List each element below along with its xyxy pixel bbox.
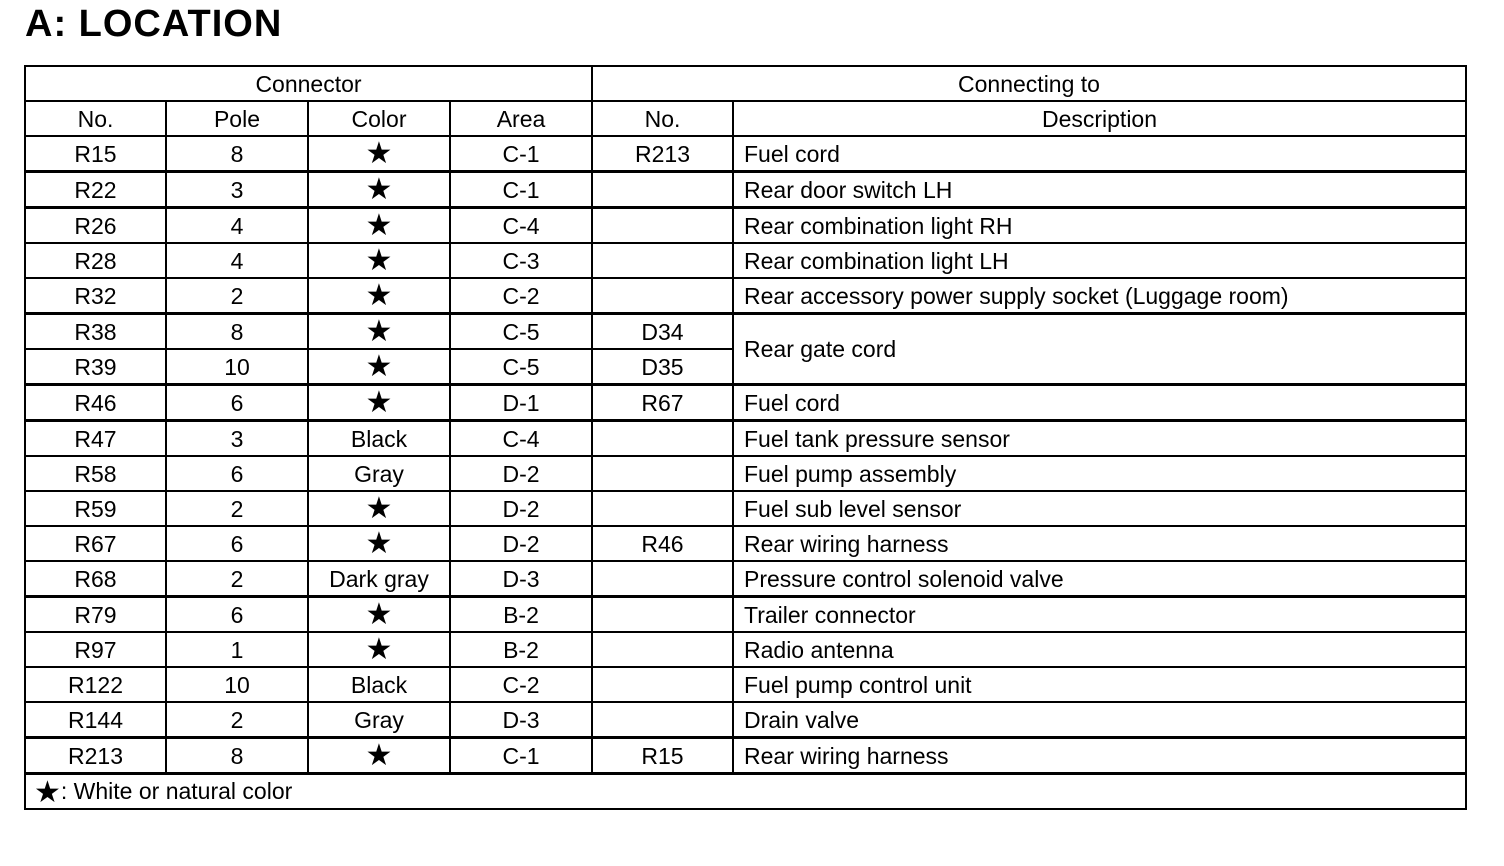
cell-color: ★ [308,243,450,278]
cell-pole: 2 [166,561,308,597]
cell-description: Drain valve [733,702,1466,738]
cell-to-no [592,208,733,244]
cell-area: C-2 [450,667,592,702]
header-color: Color [308,101,450,136]
table-row [25,456,1466,491]
table-row [25,561,1466,597]
table-row [25,667,1466,702]
header-to-no: No. [592,101,733,136]
header-no: No. [25,101,166,136]
cell-to-no: R46 [592,526,733,561]
cell-pole: 2 [166,278,308,314]
cell-to-no [592,667,733,702]
cell-to-no: R15 [592,738,733,774]
cell-area: D-2 [450,526,592,561]
cell-pole: 10 [166,349,308,385]
cell-no: R46 [25,385,166,421]
cell-no: R144 [25,702,166,738]
cell-color: Black [308,667,450,702]
cell-no: R47 [25,421,166,457]
cell-area: C-4 [450,421,592,457]
cell-to-no: R67 [592,385,733,421]
cell-color: Gray [308,456,450,491]
cell-no: R79 [25,597,166,633]
cell-pole: 1 [166,632,308,667]
cell-area: D-1 [450,385,592,421]
cell-color: ★ [308,491,450,526]
cell-no: R32 [25,278,166,314]
header-connecting-to: Connecting to [592,66,1466,101]
cell-area: D-2 [450,491,592,526]
cell-pole: 4 [166,208,308,244]
cell-pole: 6 [166,456,308,491]
cell-description: Fuel tank pressure sensor [733,421,1466,457]
cell-no: R58 [25,456,166,491]
cell-area: C-1 [450,738,592,774]
cell-to-no [592,172,733,208]
cell-description: Rear gate cord [733,314,1466,385]
page-title: A: LOCATION [25,3,283,45]
header-connector: Connector [25,66,592,101]
cell-to-no: D35 [592,349,733,385]
cell-to-no [592,278,733,314]
cell-color: ★ [308,738,450,774]
cell-description: Pressure control solenoid valve [733,561,1466,597]
cell-color: ★ [308,314,450,350]
table-row [25,278,1466,314]
cell-pole: 4 [166,243,308,278]
cell-no: R67 [25,526,166,561]
header-description: Description [733,101,1466,136]
cell-description: Rear combination light LH [733,243,1466,278]
cell-no: R59 [25,491,166,526]
cell-color: ★ [308,632,450,667]
cell-to-no: R213 [592,136,733,172]
table-row [25,491,1466,526]
table-row [25,738,1466,774]
cell-pole: 8 [166,314,308,350]
cell-area: C-1 [450,172,592,208]
cell-area: D-2 [450,456,592,491]
cell-area: C-5 [450,349,592,385]
cell-no: R122 [25,667,166,702]
cell-area: D-3 [450,702,592,738]
cell-area: D-3 [450,561,592,597]
cell-color: ★ [308,172,450,208]
cell-pole: 3 [166,421,308,457]
cell-no: R26 [25,208,166,244]
table-row [25,314,1466,350]
header-area: Area [450,101,592,136]
location-table [24,65,1467,810]
cell-description: Fuel sub level sensor [733,491,1466,526]
cell-to-no [592,632,733,667]
cell-color: ★ [308,208,450,244]
cell-color: ★ [308,349,450,385]
cell-color: ★ [308,136,450,172]
cell-to-no [592,702,733,738]
cell-area: C-2 [450,278,592,314]
cell-no: R22 [25,172,166,208]
cell-description: Fuel pump assembly [733,456,1466,491]
cell-area: C-1 [450,136,592,172]
cell-color: ★ [308,385,450,421]
cell-color: Dark gray [308,561,450,597]
cell-pole: 6 [166,597,308,633]
cell-no: R28 [25,243,166,278]
table-row [25,632,1466,667]
cell-pole: 3 [166,172,308,208]
cell-description: Rear door switch LH [733,172,1466,208]
cell-pole: 8 [166,136,308,172]
cell-to-no [592,243,733,278]
cell-to-no [592,421,733,457]
cell-color: ★ [308,526,450,561]
table-row [25,172,1466,208]
cell-no: R39 [25,349,166,385]
cell-description: Fuel cord [733,385,1466,421]
table-row [25,208,1466,244]
cell-description: Rear combination light RH [733,208,1466,244]
cell-description: Fuel pump control unit [733,667,1466,702]
cell-pole: 8 [166,738,308,774]
table-row [25,702,1466,738]
cell-description: Trailer connector [733,597,1466,633]
cell-no: R15 [25,136,166,172]
header-group-row [25,66,1466,101]
header-column-row [25,101,1466,136]
cell-no: R213 [25,738,166,774]
table-row [25,597,1466,633]
cell-pole: 2 [166,491,308,526]
star-icon: ★ [34,775,61,809]
cell-color: ★ [308,597,450,633]
cell-no: R68 [25,561,166,597]
cell-area: C-3 [450,243,592,278]
cell-no: R38 [25,314,166,350]
cell-color: Black [308,421,450,457]
cell-pole: 6 [166,526,308,561]
cell-to-no [592,597,733,633]
cell-description: Rear accessory power supply socket (Luggage room) [733,278,1466,314]
header-pole: Pole [166,101,308,136]
cell-color: Gray [308,702,450,738]
cell-description: Radio antenna [733,632,1466,667]
cell-area: B-2 [450,632,592,667]
footnote-row [25,774,1466,810]
table-row [25,385,1466,421]
cell-to-no [592,456,733,491]
cell-description: Fuel cord [733,136,1466,172]
table-row [25,136,1466,172]
cell-to-no: D34 [592,314,733,350]
cell-color: ★ [308,278,450,314]
cell-pole: 2 [166,702,308,738]
cell-pole: 10 [166,667,308,702]
cell-area: C-4 [450,208,592,244]
table-row [25,526,1466,561]
cell-to-no [592,561,733,597]
cell-pole: 6 [166,385,308,421]
cell-description: Rear wiring harness [733,526,1466,561]
table-row [25,243,1466,278]
table-row [25,421,1466,457]
cell-area: B-2 [450,597,592,633]
cell-no: R97 [25,632,166,667]
footnote [25,774,1466,810]
cell-description: Rear wiring harness [733,738,1466,774]
cell-to-no [592,491,733,526]
footnote-text: : White or natural color [60,777,293,804]
cell-area: C-5 [450,314,592,350]
